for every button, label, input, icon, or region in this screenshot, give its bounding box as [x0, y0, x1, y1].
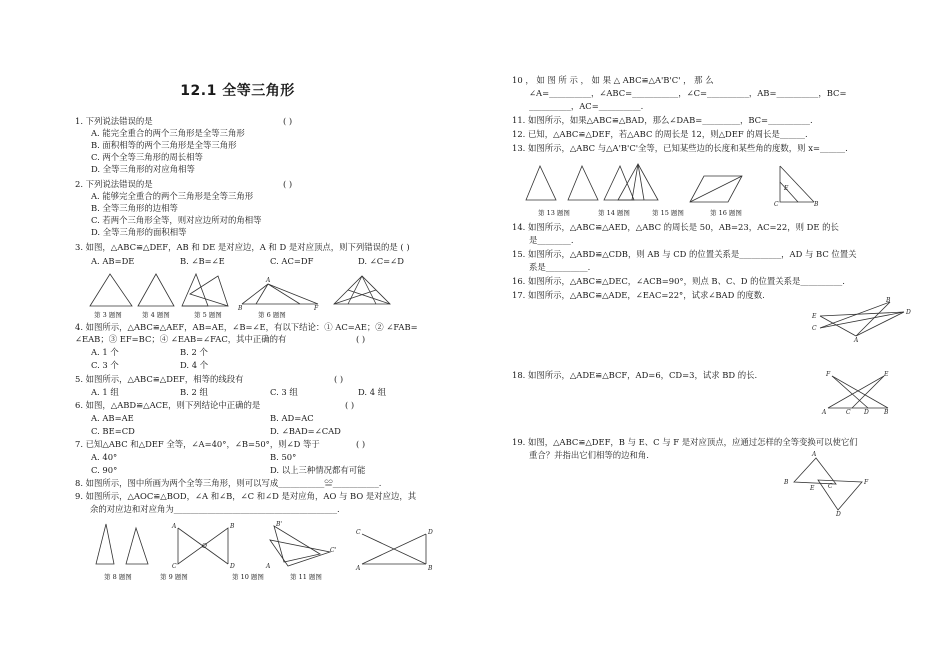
figure-17-diagram — [810, 296, 914, 342]
page-title: 12.1 全等三角形 — [180, 83, 295, 99]
option-b: B. 面积相等的两个三角形是全等三角形 — [91, 140, 237, 150]
svg-text:A: A — [812, 451, 817, 458]
option-a: A. 能够完全重合的两个三角形是全等三角形 — [91, 191, 254, 201]
svg-text:B: B — [884, 409, 889, 416]
question-8: 8. 如图所示，图中所画为两个全等三角形，则可以写成___________≌___________. — [75, 478, 382, 488]
option-c: C. BE=CD — [91, 426, 135, 436]
option-b: B. 2 个 — [180, 347, 208, 357]
svg-text:C: C — [172, 563, 177, 570]
figure-9-diagram — [172, 522, 236, 570]
question-6: 6. 如图，△ABD≌△ACE，则下列结论中正确的是 — [75, 400, 261, 410]
answer-paren: ( ) — [334, 374, 344, 384]
option-a: A. 40° — [91, 452, 118, 462]
question-9: 9. 如图所示，△AOC≌△BOD，∠A 和∠B，∠C 和∠D 是对应角，AO 与 BO 是对应边，其 — [75, 491, 417, 501]
option-a: A. 1 组 — [91, 387, 119, 397]
svg-text:A: A — [266, 563, 271, 570]
option-a: A. AB=AE — [91, 413, 134, 423]
question-10-line-3: __________，AC=__________. — [529, 101, 644, 111]
svg-text:C': C' — [330, 547, 337, 554]
svg-text:D: D — [864, 409, 869, 416]
svg-text:F: F — [314, 305, 319, 312]
question-9-line-2: 余的对应边和对应角为_______________________________________. — [90, 504, 340, 514]
svg-text:C: C — [774, 201, 779, 208]
figure-caption: 第 14 题图 — [598, 209, 630, 217]
question-19-line-2: 重合？并指出它们相等的边和角. — [529, 450, 649, 460]
option-a: A. AB=DE — [91, 256, 135, 266]
question-17: 17. 如图所示，△ABC≌△ADE，∠EAC=22°，试求∠BAD 的度数. — [512, 290, 765, 300]
question-5: 5. 如图所示，△ABC≌△DEF，相等的线段有 — [75, 374, 244, 384]
svg-text:F: F — [826, 371, 831, 378]
figure-7-diagram — [330, 272, 394, 310]
option-d: D. 全等三角形的面积相等 — [91, 227, 187, 237]
answer-paren: ( ) — [283, 116, 293, 126]
svg-text:C: C — [846, 409, 851, 416]
svg-text:C: C — [356, 529, 361, 536]
figure-4-diagram — [134, 270, 178, 310]
figure-5-diagram — [178, 270, 234, 310]
figure-caption: 第 4 题图 — [142, 311, 170, 319]
option-c: C. AC=DF — [270, 256, 314, 266]
option-a: A. 1 个 — [91, 347, 119, 357]
svg-text:A: A — [172, 523, 177, 530]
svg-text:B': B' — [276, 521, 283, 528]
svg-text:B: B — [814, 201, 819, 208]
option-d: D. 全等三角形的对应角相等 — [91, 164, 195, 174]
svg-text:C: C — [828, 483, 833, 490]
option-c: C. 若两个三角形全等，则对应边所对的角相等 — [91, 215, 262, 225]
option-c: C. 90° — [91, 465, 118, 475]
question-3: 3. 如图，△ABC≌△DEF，AB 和 DE 是对应边，A 和 D 是对应顶点，则下列错误的是 ( ) — [75, 242, 410, 252]
option-d: D. ∠C=∠D — [358, 256, 404, 266]
svg-text:E: E — [784, 185, 789, 192]
svg-text:A: A — [266, 277, 271, 284]
figure-caption: 第 9 题图 — [160, 573, 188, 581]
figure-caption: 第 5 题图 — [194, 311, 222, 319]
svg-text:E: E — [810, 485, 815, 492]
figure-16-diagram — [772, 162, 822, 206]
figure-8-diagram — [92, 520, 152, 570]
answer-paren: ( ) — [356, 439, 366, 449]
option-d: D. 以上三种情况都有可能 — [270, 465, 366, 475]
question-2: 2. 下列说法错误的是 — [75, 179, 153, 189]
option-b: B. 50° — [270, 452, 297, 462]
svg-text:O: O — [202, 543, 207, 550]
figure-6-diagram — [238, 277, 322, 312]
answer-paren: ( ) — [345, 400, 355, 410]
answer-paren: ( ) — [356, 334, 366, 344]
answer-paren: ( ) — [283, 179, 293, 189]
svg-text:E: E — [884, 371, 889, 378]
option-b: B. 全等三角形的边相等 — [91, 203, 178, 213]
option-d: D. 4 组 — [358, 387, 387, 397]
option-b: B. 2 组 — [180, 387, 208, 397]
question-4: 4. 如图所示，△ABC≌△AEF，AB=AE，∠B=∠E，有以下结论：① AC=AE；② ∠FAB= — [75, 322, 418, 332]
svg-text:B: B — [238, 305, 243, 312]
svg-text:D: D — [906, 309, 911, 316]
option-d: D. 4 个 — [180, 360, 209, 370]
question-10: 10 ， 如 图 所 示 ， 如 果 △ ABC≌△A'B'C' ， 那 么 — [512, 75, 714, 85]
question-13: 13. 如图所示，△ABC 与△A'B'C'全等，已知某些边的长度和某些角的度数，则 x=______. — [512, 143, 848, 153]
figure-caption: 第 16 题图 — [710, 209, 742, 217]
svg-text:B: B — [886, 297, 891, 304]
svg-text:F: F — [864, 479, 869, 486]
question-11: 11. 如图所示，如果△ABC≌△BAD，那么∠DAB=_________，BC=__________. — [512, 115, 813, 125]
svg-text:E: E — [812, 313, 817, 320]
figure-caption: 第 6 题图 — [258, 311, 286, 319]
svg-text:B: B — [784, 479, 789, 486]
svg-text:B: B — [230, 523, 235, 530]
figure-3-diagram — [86, 270, 136, 310]
question-1: 1. 下列说法错误的是 — [75, 116, 153, 126]
question-12: 12. 已知，△ABC≌△DEF，若△ABC 的周长是 12，则△DEF 的周长是______. — [512, 129, 808, 139]
figure-caption: 第 15 题图 — [652, 209, 684, 217]
question-18: 18. 如图所示，△ADE≌△BCF，AD=6，CD=3，试求 BD 的长. — [512, 370, 758, 380]
figure-15-diagram — [686, 172, 746, 206]
figure-caption: 第 13 题图 — [538, 209, 570, 217]
question-14: 14. 如图所示，△ABC≌△AED，△ABC 的周长是 50，AB=23，AC=22，则 DE 的长 — [512, 222, 839, 232]
figure-19-diagram — [782, 452, 874, 518]
figure-caption: 第 10 题图 — [232, 573, 264, 581]
option-c: C. 3 个 — [91, 360, 119, 370]
svg-text:D: D — [836, 511, 841, 518]
figure-11-diagram — [356, 530, 432, 570]
question-14-line-2: 是________. — [529, 235, 574, 245]
question-10-line-2: ∠A=__________，∠ABC=___________，∠C=__________，AB=__________，BC= — [529, 88, 847, 98]
option-b: B. AD=AC — [270, 413, 314, 423]
figure-caption: 第 3 题图 — [94, 311, 122, 319]
svg-text:A: A — [854, 337, 859, 344]
svg-text:C: C — [812, 325, 817, 332]
question-16: 16. 如图所示，△ABC≌△DEC，∠ACB=90°，则点 B、C、D 的位置关系是__________. — [512, 276, 845, 286]
svg-text:B: B — [428, 565, 433, 572]
svg-text:A: A — [822, 409, 827, 416]
question-19: 19. 如图，△ABC≌△DEF，B 与 E、C 与 F 是对应顶点，应通过怎样的全等变换可以使它们 — [512, 437, 858, 447]
option-c: C. 两个全等三角形的周长相等 — [91, 152, 203, 162]
figure-caption: 第 8 题图 — [104, 573, 132, 581]
svg-text:A: A — [356, 565, 361, 572]
question-15: 15. 如图所示，△ABD≌△CDB，则 AB 与 CD 的位置关系是__________，AD 与 BC 位置关 — [512, 249, 857, 259]
option-c: C. 3 组 — [270, 387, 298, 397]
option-b: B. ∠B=∠E — [180, 256, 225, 266]
question-15-line-2: 系是__________. — [529, 262, 591, 272]
svg-text:D: D — [428, 529, 433, 536]
figure-14-diagram — [614, 160, 664, 206]
figure-10-diagram — [264, 522, 338, 570]
option-a: A. 能完全重合的两个三角形是全等三角形 — [91, 128, 245, 138]
question-7: 7. 已知△ABC 和△DEF 全等，∠A=40°，∠B=50°，则∠D 等于 — [75, 439, 320, 449]
svg-text:D: D — [230, 563, 235, 570]
option-d: D. ∠BAD=∠CAD — [270, 426, 341, 436]
figure-18-diagram — [822, 370, 896, 416]
question-4-line-2: ∠EAB；③ EF=BC；④ ∠EAB=∠FAC，其中正确的有 — [75, 334, 287, 344]
figure-caption: 第 11 题图 — [290, 573, 322, 581]
